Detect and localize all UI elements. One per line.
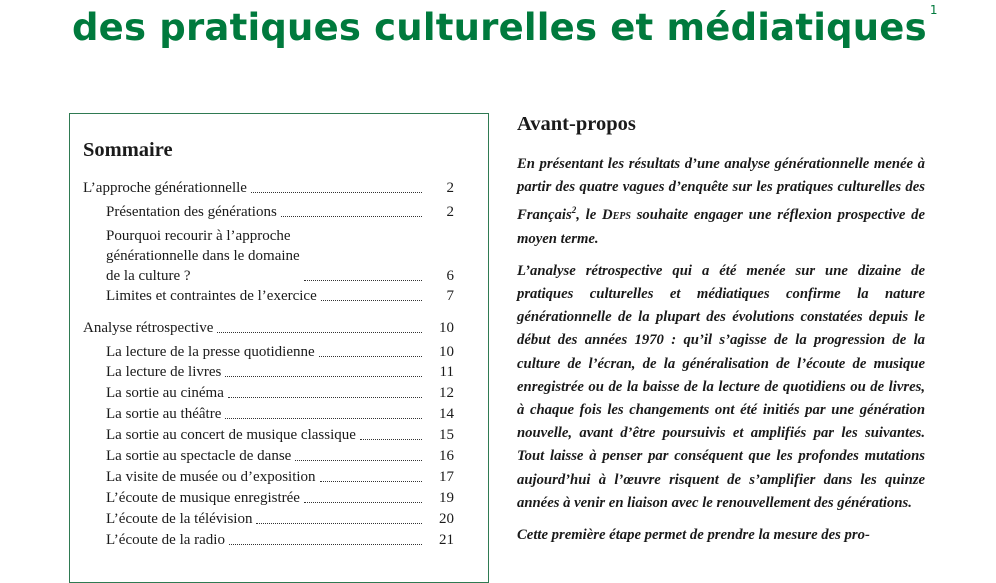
- foreword-body: [517, 153, 925, 556]
- toc-entry[interactable]: [106, 509, 454, 529]
- toc-leader-dots: [281, 216, 422, 217]
- toc-entry-label: La sortie au spectacle de danse: [106, 448, 292, 464]
- toc-leader-dots: [217, 332, 422, 333]
- toc-entry-page: 21: [439, 532, 454, 548]
- toc-entry[interactable]: [106, 530, 454, 550]
- foreword-text: , le: [576, 207, 602, 224]
- toc-entry-page: 10: [439, 344, 454, 360]
- organization-name: Deps: [602, 207, 631, 224]
- toc-entry-label: La sortie au concert de musique classique: [106, 427, 356, 443]
- toc-entry-label: La visite de musée ou d’exposition: [106, 469, 316, 485]
- toc-entry-page: 19: [439, 490, 454, 506]
- toc-entry[interactable]: [106, 425, 454, 445]
- toc-entry-label: Analyse rétrospective: [83, 320, 214, 336]
- toc-entry-label: L’écoute de la radio: [106, 532, 225, 548]
- toc-entry-label: L’approche générationnelle: [83, 180, 247, 196]
- toc-entry[interactable]: [106, 362, 454, 382]
- toc-entry-page: 12: [439, 385, 454, 401]
- toc-entry[interactable]: [106, 404, 454, 424]
- toc-leader-dots: [304, 502, 422, 503]
- toc-entry[interactable]: [106, 286, 454, 306]
- toc-heading: Sommaire: [83, 139, 173, 161]
- toc-leader-dots: [295, 460, 422, 461]
- toc-entry[interactable]: [106, 383, 454, 403]
- toc-leader-dots: [256, 523, 422, 524]
- toc-entry-label: [106, 226, 300, 286]
- foreword-heading: Avant-propos: [517, 113, 636, 135]
- toc-leader-dots: [321, 300, 422, 301]
- toc-entry-label: L’écoute de la télévision: [106, 511, 253, 527]
- toc-entry-page: 6: [446, 268, 454, 284]
- footnote-ref: 2: [571, 205, 577, 216]
- toc-leader-dots: [251, 192, 422, 193]
- toc-entry-label: L’écoute de musique enregistrée: [106, 490, 300, 506]
- title-footnote-ref: 1: [929, 3, 938, 17]
- toc-entry-page: 11: [439, 364, 454, 380]
- toc-leader-dots: [319, 356, 422, 357]
- toc-entry-page: 10: [439, 320, 454, 336]
- toc-entry-page: 17: [439, 469, 454, 485]
- page-title-text: des pratiques culturelles et médiatiques: [72, 6, 927, 49]
- toc-entry-page: 7: [446, 288, 454, 304]
- foreword-text: souhaite engager une réflexion prospective de moyen terme.: [517, 207, 925, 247]
- toc-leader-dots: [304, 280, 422, 281]
- toc-entry[interactable]: [106, 202, 454, 222]
- foreword-text: En présentant les résultats d’une analyse générationnelle menée à partir des quatre vagues d’enquête sur les pratiques culturelles des Français: [517, 156, 925, 224]
- toc-entry-label-line: générationnelle dans le domaine: [106, 248, 300, 264]
- toc-leader-dots: [225, 376, 422, 377]
- table-of-contents: [69, 113, 489, 583]
- page-title: [72, 0, 938, 50]
- toc-entry-label-line: de la culture ?: [106, 268, 191, 284]
- toc-entry-label: Présentation des générations: [106, 204, 277, 220]
- toc-entry[interactable]: [106, 226, 454, 286]
- toc-entry[interactable]: [106, 488, 454, 508]
- toc-leader-dots: [228, 397, 422, 398]
- toc-entry-label: La lecture de la presse quotidienne: [106, 344, 315, 360]
- toc-entry[interactable]: [83, 318, 454, 338]
- toc-leader-dots: [229, 544, 422, 545]
- toc-entry-page: 15: [439, 427, 454, 443]
- toc-entry-label-line: Pourquoi recourir à l’approche: [106, 228, 291, 244]
- toc-leader-dots: [320, 481, 422, 482]
- toc-entry-label: La sortie au théâtre: [106, 406, 222, 422]
- foreword-paragraph: [517, 153, 925, 251]
- toc-leader-dots: [225, 418, 422, 419]
- toc-entry-page: 20: [439, 511, 454, 527]
- toc-entry-page: 2: [446, 180, 454, 196]
- toc-entry[interactable]: [83, 178, 454, 198]
- toc-entry-page: 2: [446, 204, 454, 220]
- toc-entry[interactable]: [106, 342, 454, 362]
- toc-entry-page: 14: [439, 406, 454, 422]
- toc-entry[interactable]: [106, 446, 454, 466]
- toc-leader-dots: [360, 439, 422, 440]
- toc-entry-page: 16: [439, 448, 454, 464]
- toc-entry[interactable]: [106, 467, 454, 487]
- toc-entry-label: La lecture de livres: [106, 364, 222, 380]
- foreword-paragraph: L’analyse rétrospective qui a été menée sur une dizaine de pratiques culturelles et médiatiques confirme la nature générationnelle de la plupart des évolutions constatées depuis le début des années 1970 : qu’il s’agisse de la progression de la culture de l’écran, de la généralisation de l’écoute de musique enregistrée ou de la baisse de la lecture de quotidiens ou de livres, à chaque fois les changements ont été initiés par une génération nouvelle, avant d’être poursuivis et amplifiés par les suivantes. Tout laisse à penser par conséquent que les profondes mutations aujourd’hui à l’œuvre risquent de s’amplifier dans les quinze années à venir en liaison avec le renouvellement des générations.: [517, 262, 925, 511]
- toc-entry-label: Limites et contraintes de l’exercice: [106, 288, 317, 304]
- foreword-paragraph: Cette première étape permet de prendre la mesure des pro-: [517, 526, 870, 543]
- toc-entry-label: La sortie au cinéma: [106, 385, 224, 401]
